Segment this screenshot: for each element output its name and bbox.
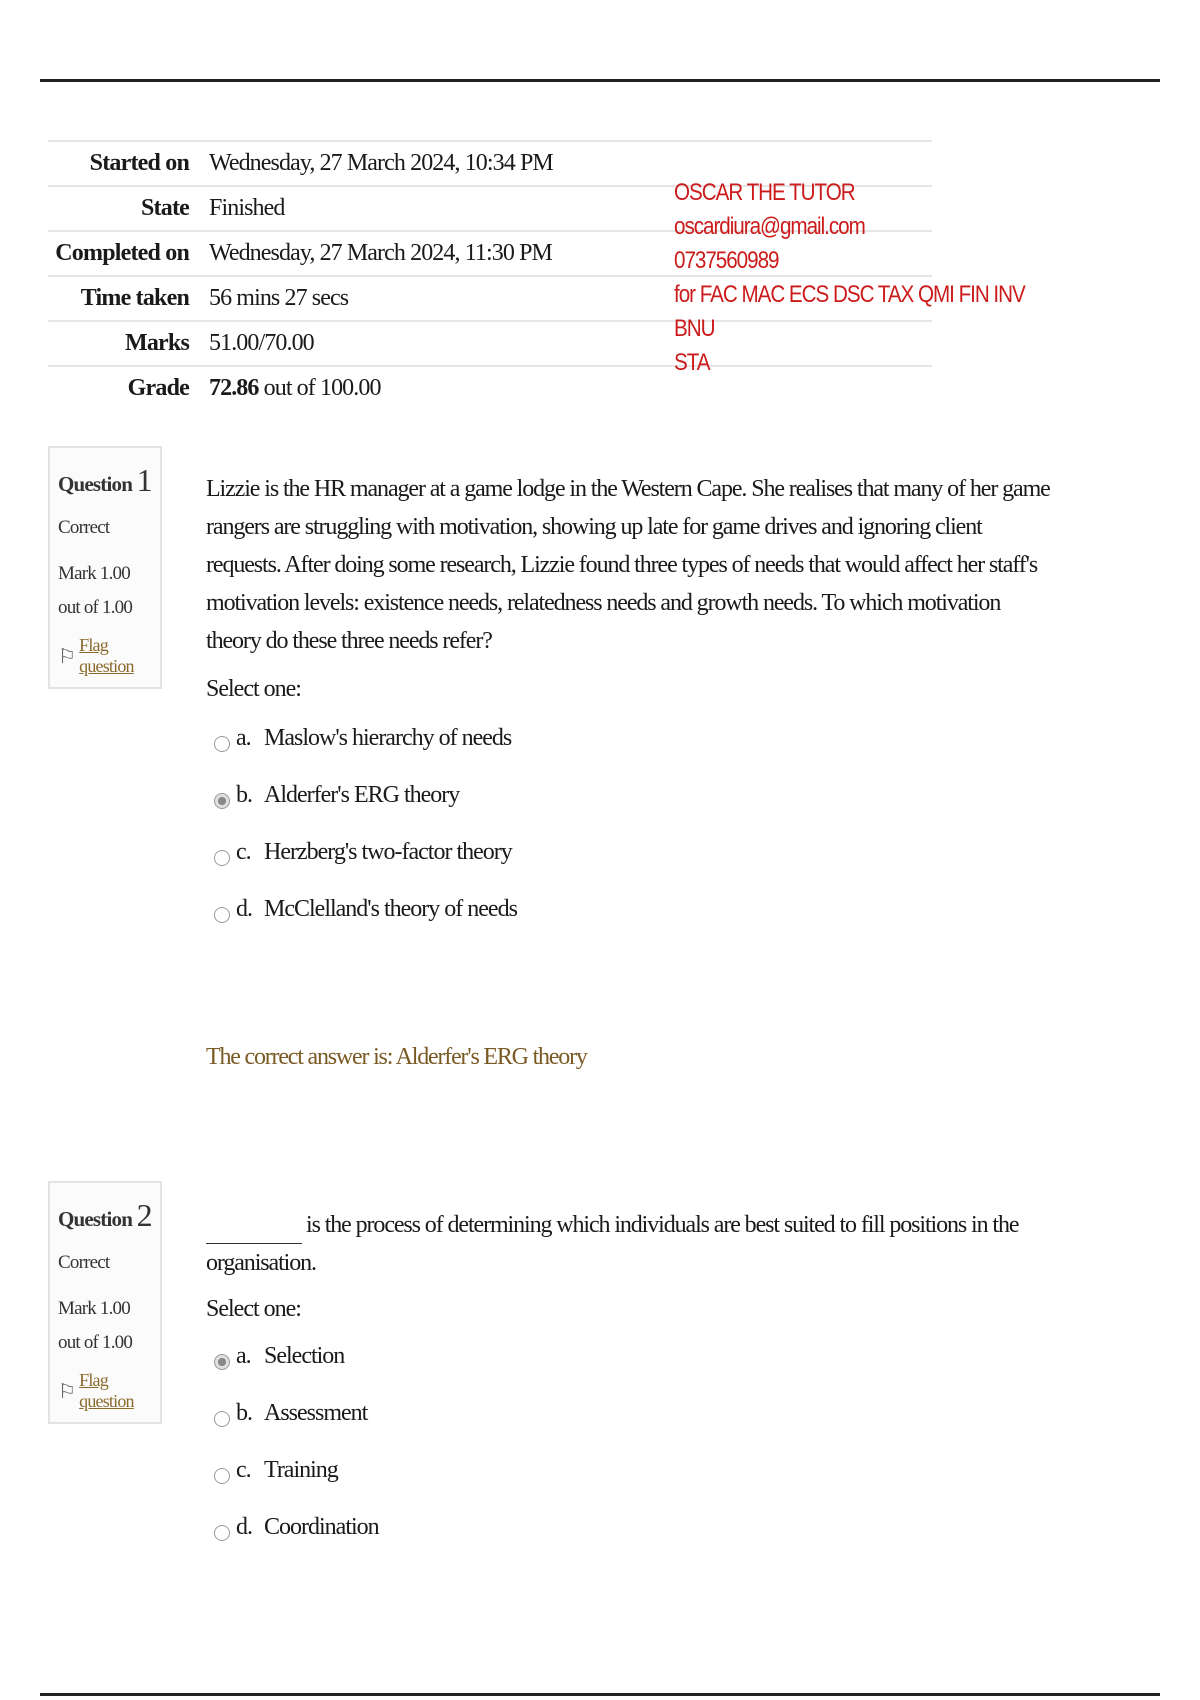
summary-value (203, 375, 381, 402)
summary-label: Marks (125, 330, 189, 356)
radio-button-selected[interactable] (214, 1354, 230, 1370)
contact-line: OSCAR THE TUTOR (674, 179, 855, 206)
radio-button[interactable] (214, 736, 230, 752)
summary-label: Completed on (55, 240, 189, 266)
option-a[interactable]: a. Maslow's hierarchy of needs (214, 710, 517, 767)
header-rule (40, 79, 1160, 82)
radio-button[interactable] (214, 907, 230, 923)
question-info-2 (48, 1181, 162, 1424)
options-2 (214, 1328, 379, 1556)
question-text-2: is the process of determining which individuals are best suited to fill positions in the organisation. (206, 1212, 1019, 1276)
radio-button[interactable] (214, 1468, 230, 1484)
radio-button-selected[interactable] (214, 793, 230, 809)
question-mark: Mark 1.00 out of 1.00 (58, 1298, 133, 1353)
footer-rule (40, 1693, 1160, 1696)
flag-question-label[interactable]: Flag question (79, 635, 134, 676)
option-b[interactable]: b. Assessment (214, 1385, 379, 1442)
question-text-1: Lizzie is the HR manager at a game lodge in the Western Cape. She realises that many of her game rangers are struggling with motivation, showing up late for game drives and ignoring client requests. After doing some research, Lizzie found three types of needs that would affect her staff's motivation levels: existence needs, relatedness needs and growth needs. To which motivation theory do these three needs refer? (206, 476, 1050, 654)
contact-line: for FAC MAC ECS DSC TAX QMI FIN INV (674, 281, 1025, 308)
options-1 (214, 710, 517, 938)
option-a[interactable]: a. Selection (214, 1328, 379, 1385)
select-one-prompt: Select one: (206, 676, 301, 702)
option-b[interactable]: b. Alderfer's ERG theory (214, 767, 517, 824)
flag-question-link[interactable] (58, 635, 152, 677)
question-state: Correct (58, 1252, 110, 1273)
grade-value: 72.86 (209, 375, 259, 401)
contact-watermark (674, 176, 1025, 380)
contact-line: 0737560989 (674, 247, 779, 274)
summary-value: Wednesday, 27 March 2024, 11:30 PM (209, 240, 552, 266)
select-one-prompt: Select one: (206, 1296, 301, 1322)
correct-answer-feedback: The correct answer is: Alderfer's ERG theory (206, 1044, 587, 1070)
question-mark: Mark 1.00 out of 1.00 (58, 563, 133, 618)
summary-label: Time taken (80, 285, 189, 311)
option-c[interactable]: c. Herzberg's two-factor theory (214, 824, 517, 881)
option-c[interactable]: c. Training (214, 1442, 379, 1499)
option-d[interactable]: d. McClelland's theory of needs (214, 881, 517, 938)
flag-icon: ⚐ (58, 1380, 76, 1403)
summary-label: Started on (89, 150, 189, 176)
question-state: Correct (58, 517, 110, 538)
question-info-1 (48, 446, 162, 689)
contact-line: oscardiura@gmail.com (674, 213, 865, 240)
radio-button[interactable] (214, 1525, 230, 1541)
flag-question-label[interactable]: Flag question (79, 1370, 134, 1411)
fill-in-blank (206, 1218, 302, 1244)
radio-button[interactable] (214, 850, 230, 866)
radio-button[interactable] (214, 1411, 230, 1427)
summary-label: State (141, 195, 189, 221)
summary-value: Finished (209, 195, 285, 221)
question-number: Question 2 (58, 1197, 152, 1233)
contact-line: STA (674, 349, 710, 376)
grade-out-of: out of 100.00 (258, 375, 381, 401)
question-number: Question 1 (58, 462, 152, 498)
summary-value: Wednesday, 27 March 2024, 10:34 PM (209, 150, 553, 176)
contact-line: BNU (674, 315, 715, 342)
flag-icon: ⚐ (58, 645, 76, 668)
flag-question-link[interactable] (58, 1370, 152, 1412)
summary-value: 56 mins 27 secs (209, 285, 349, 311)
option-d[interactable]: d. Coordination (214, 1499, 379, 1556)
summary-label: Grade (127, 375, 189, 401)
summary-value: 51.00/70.00 (209, 330, 314, 356)
